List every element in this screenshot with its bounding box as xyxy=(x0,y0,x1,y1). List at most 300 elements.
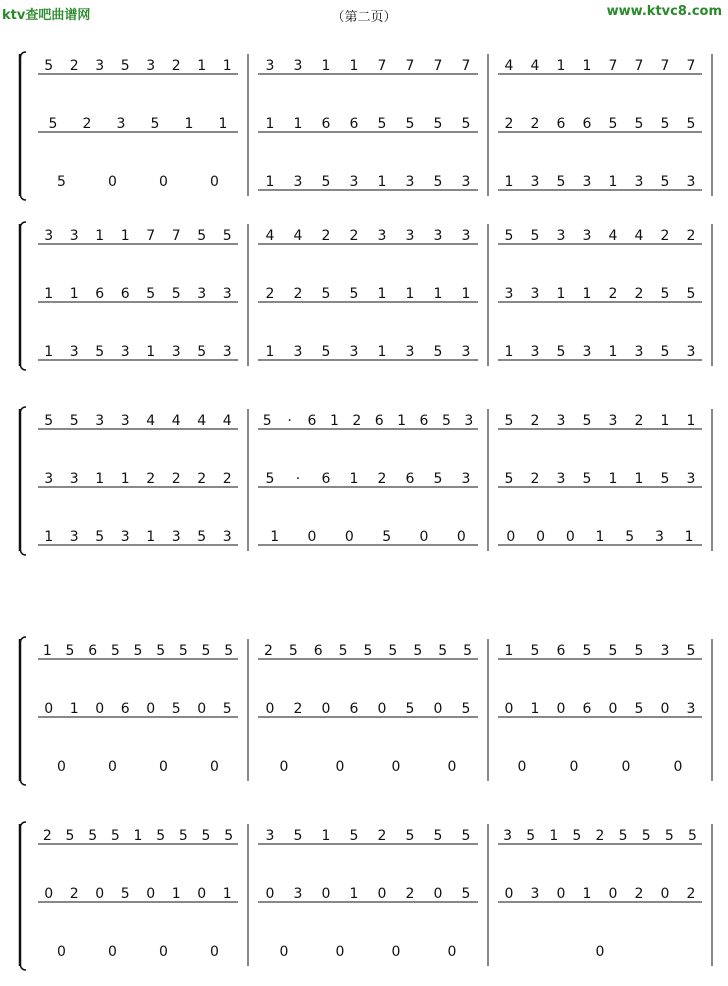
note: 1 xyxy=(608,471,618,487)
note: 0 xyxy=(377,886,387,902)
note: 5 xyxy=(120,58,130,74)
note: 2 xyxy=(171,58,181,74)
note: 3 xyxy=(69,228,79,244)
note: 0 xyxy=(335,759,345,775)
note: 6 xyxy=(88,643,98,659)
note: 0 xyxy=(419,529,429,545)
note: 1 xyxy=(349,58,359,74)
note: 1 xyxy=(349,471,359,487)
note: 1 xyxy=(321,58,331,74)
note: 2 xyxy=(660,228,670,244)
note: 5 xyxy=(625,529,635,545)
note: · xyxy=(295,471,301,487)
note: 0 xyxy=(146,701,156,717)
note: 1 xyxy=(397,413,407,429)
note: 0 xyxy=(569,759,579,775)
note: 0 xyxy=(447,944,457,960)
note: 5 xyxy=(641,828,651,844)
site-watermark-left: ktv查吧曲谱网 xyxy=(2,8,91,23)
note: 3 xyxy=(120,413,130,429)
note: 3 xyxy=(222,344,232,360)
note: 3 xyxy=(69,529,79,545)
note: 3 xyxy=(293,174,303,190)
note: 4 xyxy=(530,58,540,74)
note: 7 xyxy=(377,58,387,74)
note: 0 xyxy=(517,759,527,775)
note: 1 xyxy=(377,344,387,360)
note: 2 xyxy=(377,471,387,487)
note: 2 xyxy=(405,886,415,902)
note: 0 xyxy=(108,174,117,190)
note: 3 xyxy=(530,286,540,302)
note: 0 xyxy=(321,701,331,717)
note: 5 xyxy=(349,286,359,302)
note: 2 xyxy=(293,286,303,302)
note: 0 xyxy=(377,701,387,717)
note: 1 xyxy=(634,471,644,487)
note: 1 xyxy=(582,58,592,74)
note: 0 xyxy=(159,759,168,775)
note: 3 xyxy=(556,413,566,429)
note: 3 xyxy=(293,886,303,902)
note: 2 xyxy=(82,116,92,132)
note: 2 xyxy=(197,471,207,487)
note: 0 xyxy=(210,759,219,775)
note: 3 xyxy=(377,228,387,244)
note: 5 xyxy=(382,529,392,545)
note: 5 xyxy=(405,701,415,717)
note: 5 xyxy=(44,413,54,429)
note: 5 xyxy=(405,116,415,132)
note: 6 xyxy=(374,413,384,429)
note: 1 xyxy=(265,344,275,360)
note: 5 xyxy=(57,174,66,190)
note: 0 xyxy=(159,174,168,190)
note: 1 xyxy=(530,701,540,717)
note: 0 xyxy=(95,701,105,717)
note: 7 xyxy=(405,58,415,74)
note: 0 xyxy=(660,701,670,717)
note: 1 xyxy=(69,701,79,717)
note: 1 xyxy=(265,174,275,190)
note: 2 xyxy=(265,286,275,302)
note: 3 xyxy=(461,174,471,190)
note: 0 xyxy=(279,944,289,960)
note: 0 xyxy=(57,944,66,960)
note: 4 xyxy=(608,228,618,244)
note: 2 xyxy=(171,471,181,487)
note: 1 xyxy=(95,228,105,244)
note: 3 xyxy=(503,828,513,844)
note: 5 xyxy=(150,116,160,132)
note: 0 xyxy=(279,759,289,775)
note: 3 xyxy=(120,529,130,545)
note: 5 xyxy=(660,116,670,132)
note: 5 xyxy=(224,643,234,659)
note: 5 xyxy=(433,116,443,132)
note: 2 xyxy=(686,886,696,902)
note: 1 xyxy=(146,529,156,545)
note: 1 xyxy=(184,116,194,132)
note: 3 xyxy=(222,529,232,545)
note: 1 xyxy=(556,286,566,302)
note: 7 xyxy=(461,58,471,74)
note: 5 xyxy=(438,643,448,659)
note: 5 xyxy=(201,643,211,659)
note: 1 xyxy=(582,886,592,902)
note: 5 xyxy=(197,228,207,244)
note: 5 xyxy=(321,174,331,190)
note: 5 xyxy=(171,286,181,302)
note: 3 xyxy=(405,174,415,190)
note: 1 xyxy=(405,286,415,302)
note: 0 xyxy=(556,701,566,717)
note: 1 xyxy=(461,286,471,302)
note: 5 xyxy=(687,828,697,844)
note: 7 xyxy=(608,58,618,74)
note: 2 xyxy=(69,58,79,74)
note: 5 xyxy=(618,828,628,844)
note: 1 xyxy=(504,643,514,659)
note: 4 xyxy=(265,228,275,244)
note: 3 xyxy=(146,58,156,74)
note: 5 xyxy=(222,228,232,244)
note: 0 xyxy=(504,701,514,717)
note: 0 xyxy=(307,529,317,545)
note: 5 xyxy=(197,529,207,545)
note: 5 xyxy=(222,701,232,717)
note: 0 xyxy=(57,759,66,775)
note: 3 xyxy=(686,701,696,717)
note: 5 xyxy=(171,701,181,717)
note: 3 xyxy=(634,344,644,360)
note: 2 xyxy=(530,471,540,487)
note: 4 xyxy=(504,58,514,74)
note: 5 xyxy=(69,413,79,429)
note: 5 xyxy=(377,116,387,132)
note: 6 xyxy=(95,286,105,302)
note: 1 xyxy=(660,413,670,429)
note: 5 xyxy=(463,643,473,659)
note: 5 xyxy=(660,174,670,190)
note: 5 xyxy=(634,701,644,717)
note: 5 xyxy=(556,344,566,360)
note: 3 xyxy=(634,174,644,190)
note: 1 xyxy=(686,413,696,429)
note: 3 xyxy=(464,413,474,429)
note: 0 xyxy=(660,886,670,902)
note: 5 xyxy=(634,643,644,659)
note: 0 xyxy=(504,886,514,902)
note: 5 xyxy=(44,58,54,74)
note: 5 xyxy=(293,828,303,844)
note: 1 xyxy=(222,58,232,74)
note: 3 xyxy=(349,344,359,360)
note: 3 xyxy=(461,344,471,360)
note: 3 xyxy=(293,58,303,74)
note: 5 xyxy=(178,643,188,659)
note: 3 xyxy=(433,228,443,244)
note: 1 xyxy=(556,58,566,74)
note: 1 xyxy=(133,828,143,844)
note: 1 xyxy=(120,471,130,487)
note: 0 xyxy=(210,174,219,190)
note: 4 xyxy=(634,228,644,244)
note: 3 xyxy=(405,228,415,244)
note: 1 xyxy=(197,58,207,74)
note: 2 xyxy=(634,286,644,302)
note: 1 xyxy=(44,286,54,302)
note: 5 xyxy=(133,643,143,659)
note: 3 xyxy=(660,643,670,659)
note: 5 xyxy=(530,228,540,244)
note: 5 xyxy=(433,174,443,190)
note: 5 xyxy=(120,886,130,902)
note: 6 xyxy=(582,701,592,717)
note: 0 xyxy=(506,529,516,545)
note: 1 xyxy=(608,344,618,360)
note: 1 xyxy=(69,286,79,302)
note: 5 xyxy=(65,828,75,844)
note: 3 xyxy=(197,286,207,302)
note: 5 xyxy=(608,643,618,659)
note: 0 xyxy=(265,886,275,902)
note: 0 xyxy=(536,529,546,545)
note: 7 xyxy=(146,228,156,244)
note: 6 xyxy=(349,116,359,132)
note: 3 xyxy=(461,228,471,244)
note: 5 xyxy=(48,116,58,132)
note: 5 xyxy=(660,344,670,360)
note: 0 xyxy=(197,886,207,902)
note: 6 xyxy=(556,116,566,132)
note: 0 xyxy=(565,529,575,545)
note: 3 xyxy=(654,529,664,545)
note: 6 xyxy=(120,286,130,302)
note: 5 xyxy=(95,529,105,545)
note: 0 xyxy=(556,886,566,902)
note: 5 xyxy=(461,701,471,717)
note: 2 xyxy=(349,228,359,244)
note: 6 xyxy=(321,116,331,132)
note: 5 xyxy=(660,286,670,302)
note: 2 xyxy=(293,701,303,717)
note: 5 xyxy=(526,828,536,844)
note: 0 xyxy=(673,759,683,775)
note: 3 xyxy=(530,886,540,902)
note: 0 xyxy=(210,944,219,960)
note: 5 xyxy=(262,413,272,429)
note: 5 xyxy=(321,344,331,360)
note: 0 xyxy=(447,759,457,775)
note: 2 xyxy=(321,228,331,244)
note: 5 xyxy=(461,116,471,132)
note: 6 xyxy=(419,413,429,429)
note: 6 xyxy=(405,471,415,487)
note: 3 xyxy=(405,344,415,360)
note: 0 xyxy=(265,701,275,717)
note: 2 xyxy=(634,413,644,429)
note: 3 xyxy=(686,471,696,487)
note: 5 xyxy=(572,828,582,844)
note: 2 xyxy=(686,228,696,244)
note: 5 xyxy=(288,643,298,659)
note: 0 xyxy=(146,886,156,902)
note: 5 xyxy=(363,643,373,659)
note: 6 xyxy=(582,116,592,132)
note: 1 xyxy=(504,344,514,360)
note: 2 xyxy=(634,886,644,902)
note: 1 xyxy=(218,116,228,132)
note: 5 xyxy=(405,828,415,844)
note: 7 xyxy=(171,228,181,244)
note: 5 xyxy=(686,286,696,302)
note: 0 xyxy=(197,701,207,717)
note: 1 xyxy=(44,529,54,545)
note: 0 xyxy=(433,701,443,717)
note: 5 xyxy=(433,471,443,487)
note: 3 xyxy=(171,344,181,360)
note: 1 xyxy=(504,174,514,190)
note: 5 xyxy=(686,643,696,659)
note: 5 xyxy=(388,643,398,659)
note: 0 xyxy=(108,944,117,960)
note: 0 xyxy=(595,944,605,960)
note: 5 xyxy=(461,828,471,844)
note: 4 xyxy=(171,413,181,429)
note: 1 xyxy=(171,886,181,902)
note: 0 xyxy=(335,944,345,960)
note: 4 xyxy=(222,413,232,429)
note: 3 xyxy=(349,174,359,190)
note: 5 xyxy=(110,828,120,844)
note: 2 xyxy=(263,643,273,659)
note: 1 xyxy=(44,344,54,360)
note: 6 xyxy=(120,701,130,717)
note: 6 xyxy=(313,643,323,659)
note: 3 xyxy=(582,174,592,190)
note: 6 xyxy=(349,701,359,717)
note: 1 xyxy=(120,228,130,244)
note: 5 xyxy=(664,828,674,844)
note: 3 xyxy=(171,529,181,545)
note: 5 xyxy=(413,643,423,659)
note: 5 xyxy=(224,828,234,844)
page-label: （第二页） xyxy=(331,10,397,25)
note: 2 xyxy=(42,828,52,844)
note: 5 xyxy=(110,643,120,659)
note: 6 xyxy=(307,413,317,429)
note: 3 xyxy=(222,286,232,302)
note: 3 xyxy=(120,344,130,360)
site-watermark-right: www.ktvc8.com xyxy=(606,4,722,19)
note: 0 xyxy=(608,701,618,717)
note: 2 xyxy=(352,413,362,429)
note: 2 xyxy=(595,828,605,844)
note: 5 xyxy=(634,116,644,132)
note: 5 xyxy=(461,886,471,902)
note: 3 xyxy=(95,58,105,74)
note: 3 xyxy=(582,344,592,360)
note: 4 xyxy=(146,413,156,429)
note: 5 xyxy=(265,471,275,487)
note: 0 xyxy=(95,886,105,902)
note: 1 xyxy=(270,529,280,545)
note: 7 xyxy=(660,58,670,74)
note: 5 xyxy=(146,286,156,302)
note: 3 xyxy=(556,228,566,244)
note: 5 xyxy=(349,828,359,844)
note: 1 xyxy=(42,643,52,659)
note: 1 xyxy=(293,116,303,132)
note: 1 xyxy=(146,344,156,360)
note: 6 xyxy=(321,471,331,487)
note: 3 xyxy=(69,344,79,360)
note: 5 xyxy=(88,828,98,844)
note: 0 xyxy=(344,529,354,545)
note: 3 xyxy=(530,174,540,190)
note: 0 xyxy=(44,701,54,717)
note: 3 xyxy=(556,471,566,487)
note: 3 xyxy=(582,228,592,244)
note: 2 xyxy=(608,286,618,302)
note: 4 xyxy=(197,413,207,429)
note: 3 xyxy=(95,413,105,429)
note: 5 xyxy=(156,828,166,844)
note: 5 xyxy=(556,174,566,190)
note: 2 xyxy=(504,116,514,132)
note: 7 xyxy=(686,58,696,74)
note: 7 xyxy=(433,58,443,74)
note: 1 xyxy=(608,174,618,190)
note: 1 xyxy=(265,116,275,132)
note: 0 xyxy=(108,759,117,775)
note: 1 xyxy=(595,529,605,545)
note: 1 xyxy=(222,886,232,902)
note: 0 xyxy=(433,886,443,902)
note: 1 xyxy=(377,174,387,190)
note: 5 xyxy=(504,413,514,429)
note: 3 xyxy=(686,174,696,190)
note: 3 xyxy=(530,344,540,360)
note: 3 xyxy=(44,228,54,244)
note: 0 xyxy=(608,886,618,902)
note: 5 xyxy=(660,471,670,487)
note: 3 xyxy=(608,413,618,429)
note: 5 xyxy=(433,344,443,360)
note: 3 xyxy=(44,471,54,487)
note: 3 xyxy=(686,344,696,360)
note: 1 xyxy=(684,529,694,545)
note: 3 xyxy=(461,471,471,487)
note: 2 xyxy=(530,116,540,132)
note: 5 xyxy=(441,413,451,429)
note: 5 xyxy=(338,643,348,659)
note: · xyxy=(287,413,292,429)
note: 1 xyxy=(321,828,331,844)
note: 5 xyxy=(178,828,188,844)
note: 5 xyxy=(197,344,207,360)
note: 3 xyxy=(293,344,303,360)
note: 2 xyxy=(146,471,156,487)
note: 0 xyxy=(391,759,401,775)
note: 4 xyxy=(293,228,303,244)
note: 5 xyxy=(433,828,443,844)
note: 1 xyxy=(377,286,387,302)
note: 1 xyxy=(95,471,105,487)
note: 2 xyxy=(69,886,79,902)
note: 5 xyxy=(321,286,331,302)
